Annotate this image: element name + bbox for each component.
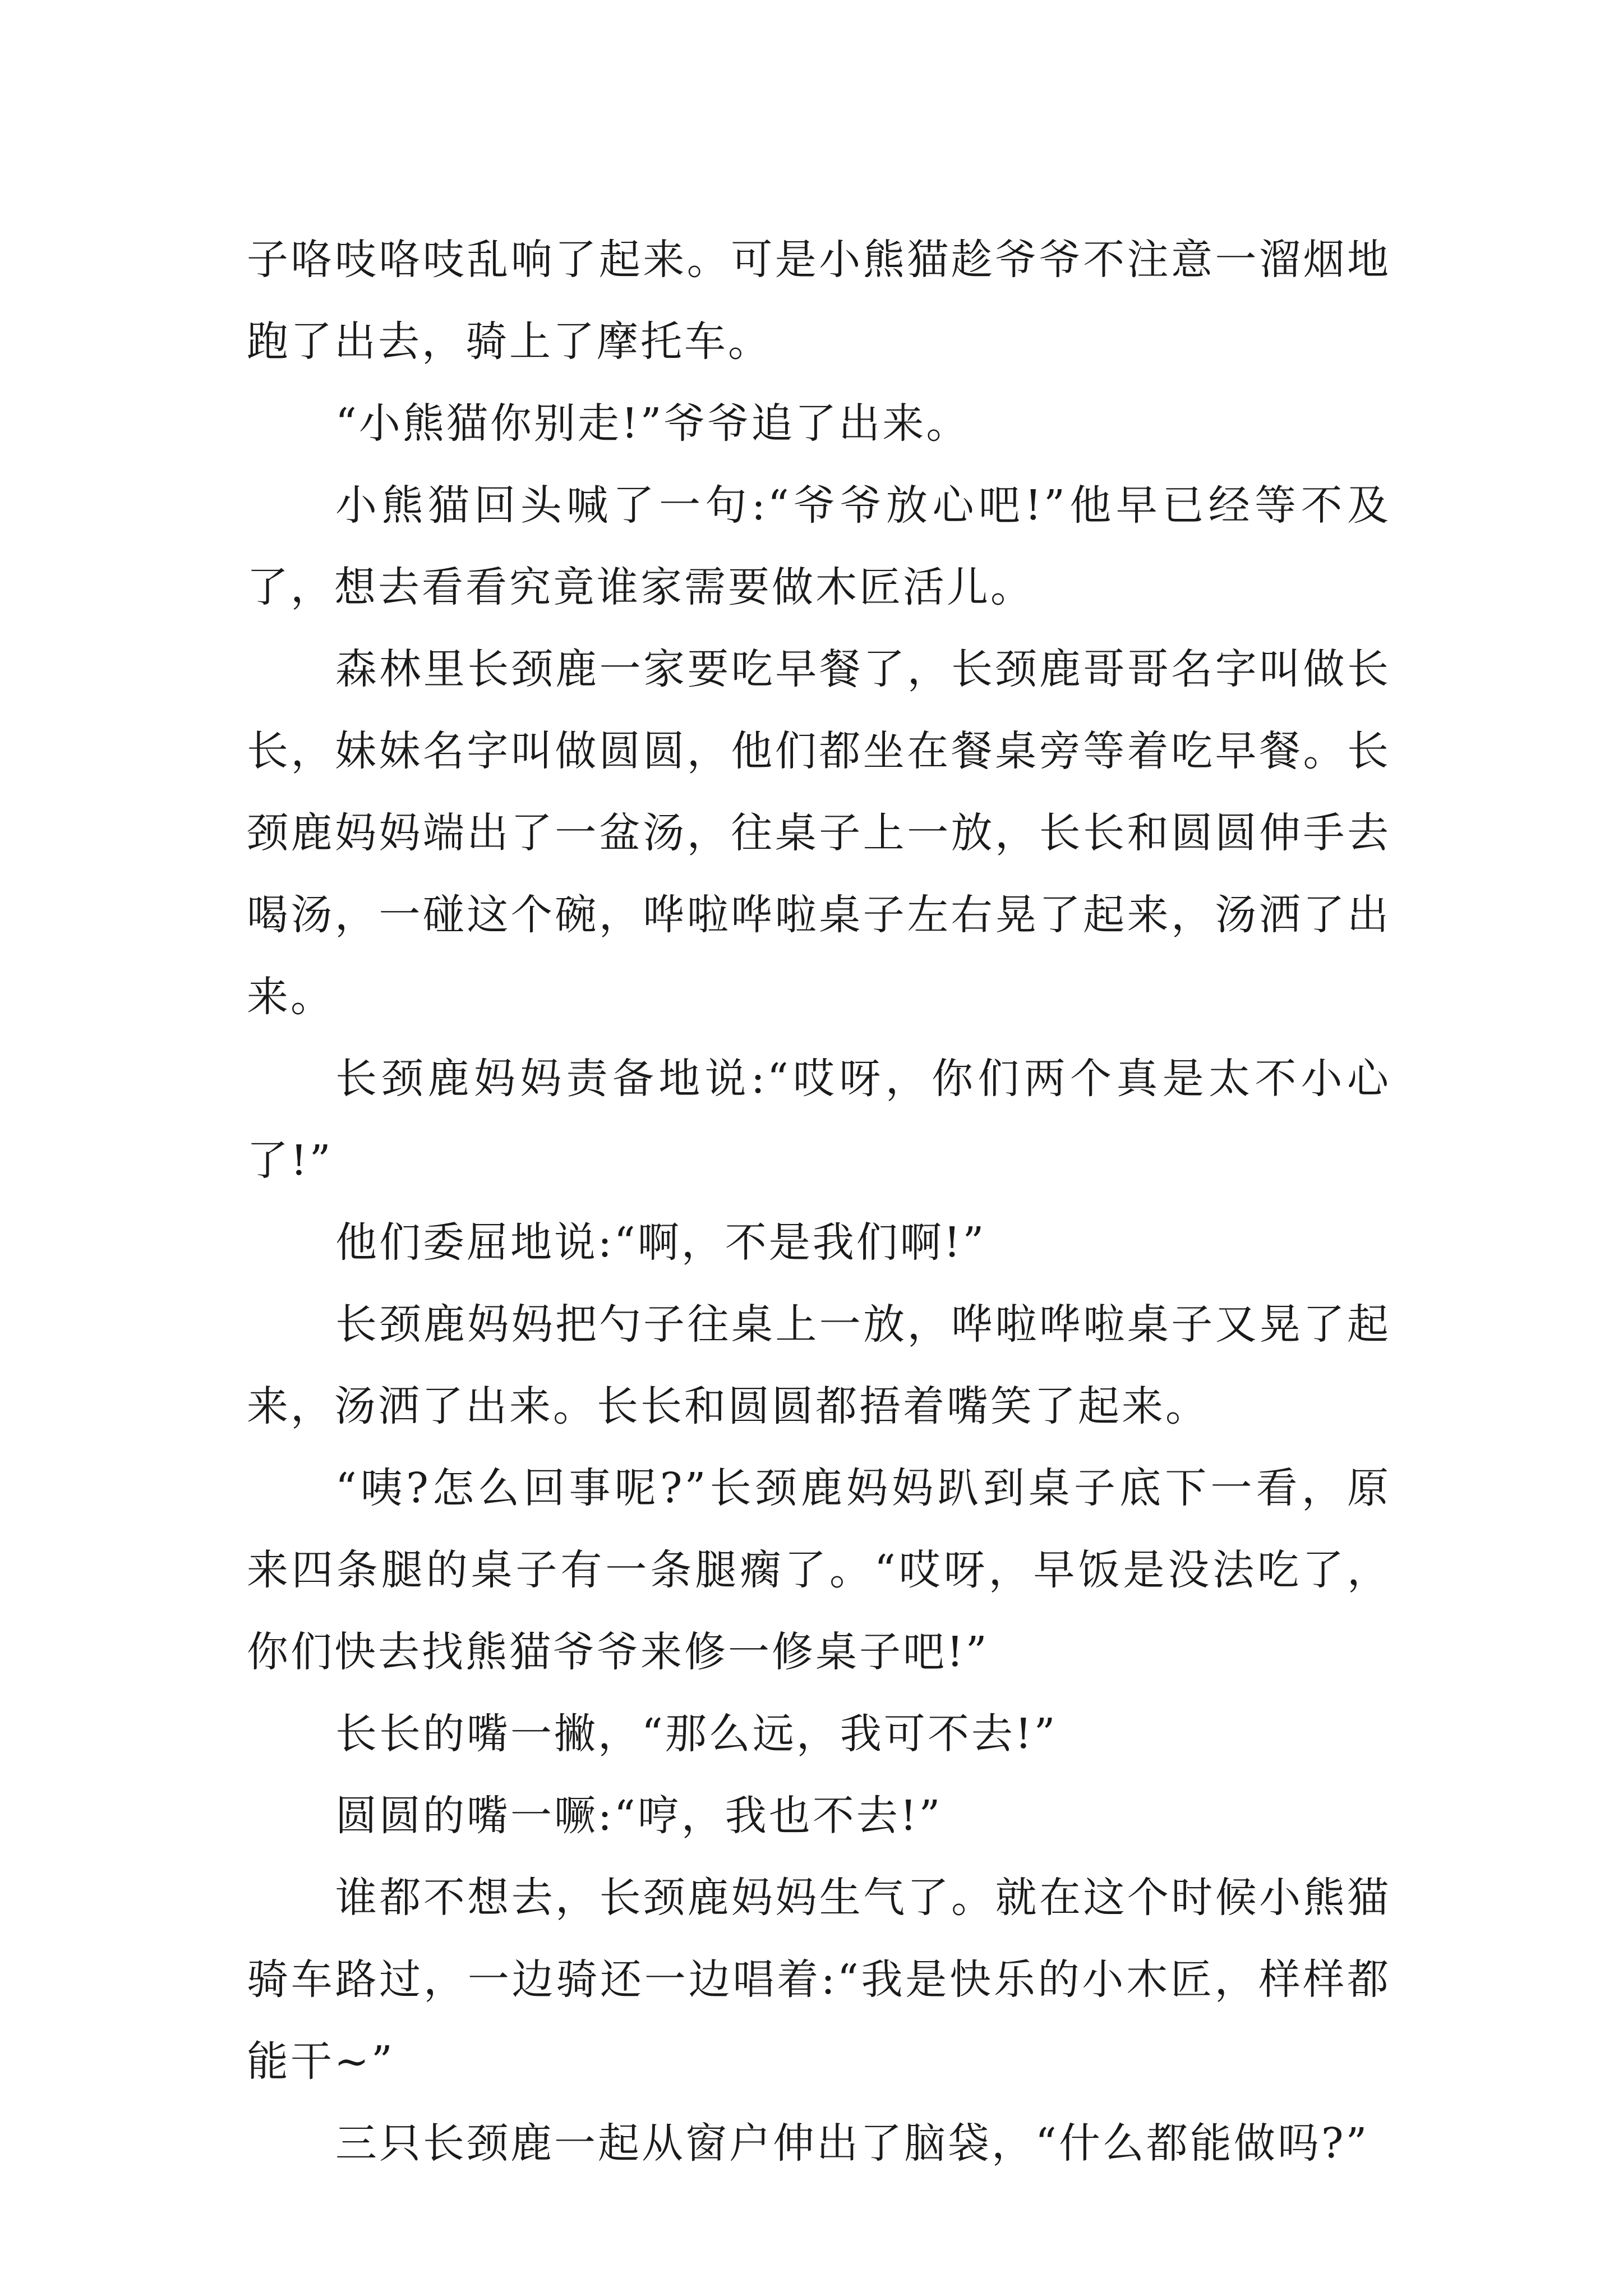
paragraph: 森林里长颈鹿一家要吃早餐了，长颈鹿哥哥名字叫做长长，妹妹名字叫做圆圆，他们都坐在餐桌旁等着吃早餐。长颈鹿妈妈端出了一盆汤，往桌子上一放，长长和圆圆伸手去喝汤，一碰这个碗，哗啦哗啦桌子左右晃了起来，汤洒了出来。: [247, 645, 1391, 1021]
paragraph: 子咯吱咯吱乱响了起来。可是小熊猫趁爷爷不注意一溜烟地跑了出去，骑上了摩托车。: [247, 236, 1391, 366]
paragraph: 小熊猫回头喊了一句:“爷爷放心吧!”他早已经等不及了，想去看看究竟谁家需要做木匠活儿。: [247, 481, 1391, 611]
paragraph: 他们委屈地说:“啊，不是我们啊!”: [335, 1218, 986, 1267]
paragraph: “咦?怎么回事呢?”长颈鹿妈妈趴到桌子底下一看，原来四条腿的桌子有一条腿瘸了。“哎呀，早饭是没法吃了，你们快去找熊猫爷爷来修一修桌子吧!”: [247, 1464, 1391, 1676]
paragraph: 圆圆的嘴一噘:“哼，我也不去!”: [335, 1792, 943, 1840]
paragraph: 长颈鹿妈妈责备地说:“哎呀，你们两个真是太不小心了!”: [247, 1055, 1391, 1185]
paragraph: 三只长颈鹿一起从窗户伸出了脑袋，“什么都能做吗?”: [335, 2119, 1370, 2168]
paragraph: 谁都不想去，长颈鹿妈妈生气了。就在这个时候小熊猫骑车路过，一边骑还一边唱着:“我是快乐的小木匠，样样都能干~”: [247, 1874, 1391, 2086]
paragraph: 长长的嘴一撇，“那么远，我可不去!”: [335, 1710, 1058, 1758]
paragraph: 长颈鹿妈妈把勺子往桌上一放，哗啦哗啦桌子又晃了起来，汤洒了出来。长长和圆圆都捂着嘴笑了起来。: [247, 1300, 1391, 1430]
story-text: [247, 219, 1391, 2184]
paragraph: “小熊猫你别走!”爷爷追了出来。: [335, 399, 970, 448]
